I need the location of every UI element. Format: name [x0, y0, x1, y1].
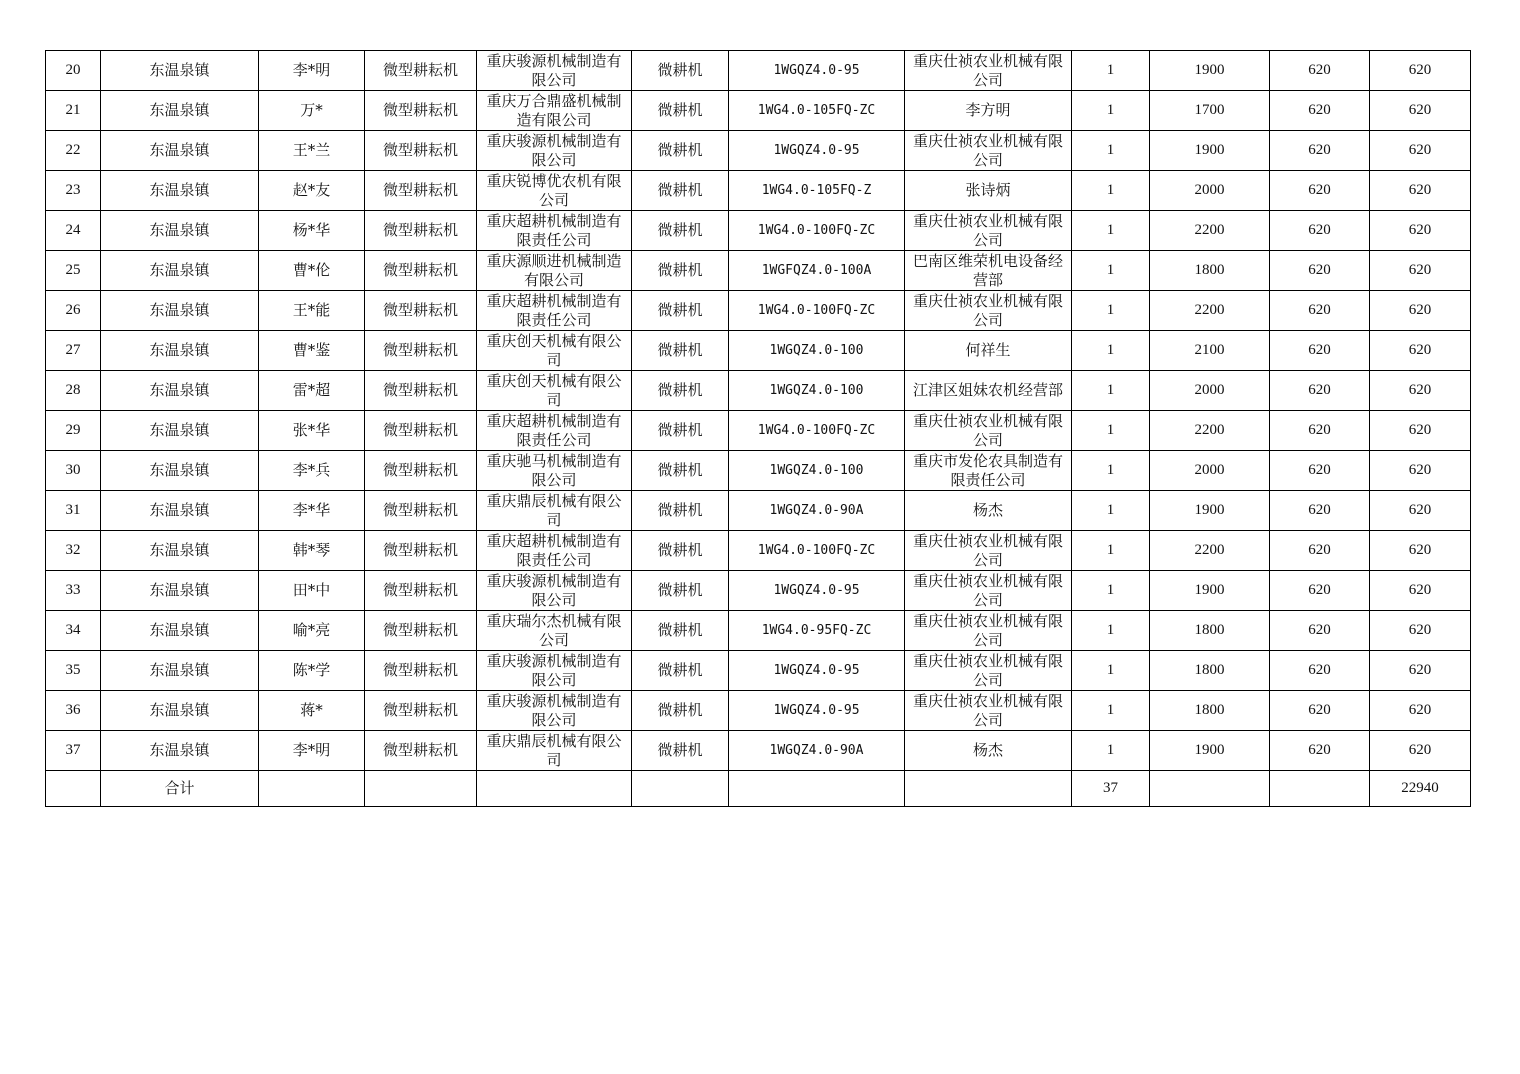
cell-model: 1WG4.0-100FQ-ZC	[729, 411, 905, 451]
cell-qty: 1	[1072, 611, 1150, 651]
cell-dealer: 巴南区维荣机电设备经营部	[905, 251, 1072, 291]
cell-seq: 35	[46, 651, 101, 691]
cell-model: 1WGQZ4.0-95	[729, 691, 905, 731]
cell-town: 东温泉镇	[101, 51, 259, 91]
cell-dealer: 重庆仕祯农业机械有限公司	[905, 531, 1072, 571]
cell-manufacturer: 重庆锐博优农机有限公司	[477, 171, 632, 211]
table-row	[46, 131, 1471, 171]
total-empty-cell	[1270, 771, 1370, 807]
table-row	[46, 331, 1471, 371]
cell-subsidy-unit: 620	[1270, 651, 1370, 691]
cell-price: 1900	[1150, 51, 1270, 91]
cell-dealer: 杨杰	[905, 731, 1072, 771]
cell-qty: 1	[1072, 211, 1150, 251]
cell-model: 1WGQZ4.0-95	[729, 51, 905, 91]
table-row	[46, 691, 1471, 731]
cell-buyer: 王*兰	[259, 131, 365, 171]
cell-subsidy-unit: 620	[1270, 731, 1370, 771]
cell-subsidy-total: 620	[1370, 131, 1471, 171]
cell-dealer: 重庆仕祯农业机械有限公司	[905, 211, 1072, 251]
cell-model: 1WGFQZ4.0-100A	[729, 251, 905, 291]
cell-dealer: 重庆仕祯农业机械有限公司	[905, 51, 1072, 91]
cell-buyer: 田*中	[259, 571, 365, 611]
cell-town: 东温泉镇	[101, 651, 259, 691]
cell-qty: 1	[1072, 251, 1150, 291]
cell-manufacturer: 重庆超耕机械制造有限责任公司	[477, 211, 632, 251]
cell-subsidy-unit: 620	[1270, 131, 1370, 171]
cell-dealer: 重庆仕祯农业机械有限公司	[905, 571, 1072, 611]
cell-item: 微型耕耘机	[365, 91, 477, 131]
cell-item: 微型耕耘机	[365, 291, 477, 331]
cell-model: 1WGQZ4.0-95	[729, 571, 905, 611]
table-row	[46, 571, 1471, 611]
cell-subsidy-unit: 620	[1270, 171, 1370, 211]
total-empty-cell	[905, 771, 1072, 807]
table-row	[46, 731, 1471, 771]
cell-price: 2000	[1150, 171, 1270, 211]
cell-subsidy-unit: 620	[1270, 411, 1370, 451]
cell-dealer: 重庆仕祯农业机械有限公司	[905, 411, 1072, 451]
cell-qty: 1	[1072, 331, 1150, 371]
cell-category: 微耕机	[632, 291, 729, 331]
cell-price: 1900	[1150, 731, 1270, 771]
cell-seq: 33	[46, 571, 101, 611]
cell-qty: 1	[1072, 651, 1150, 691]
cell-dealer: 何祥生	[905, 331, 1072, 371]
cell-qty: 1	[1072, 371, 1150, 411]
cell-price: 1800	[1150, 251, 1270, 291]
cell-buyer: 王*能	[259, 291, 365, 331]
cell-subsidy-total: 620	[1370, 491, 1471, 531]
cell-subsidy-unit: 620	[1270, 531, 1370, 571]
cell-town: 东温泉镇	[101, 371, 259, 411]
cell-town: 东温泉镇	[101, 91, 259, 131]
total-empty-cell	[477, 771, 632, 807]
cell-qty: 1	[1072, 171, 1150, 211]
table-row	[46, 171, 1471, 211]
cell-town: 东温泉镇	[101, 211, 259, 251]
cell-town: 东温泉镇	[101, 331, 259, 371]
cell-seq: 24	[46, 211, 101, 251]
subsidy-table-sheet	[45, 50, 1471, 807]
cell-category: 微耕机	[632, 51, 729, 91]
total-subsidy-cell: 22940	[1370, 771, 1471, 807]
cell-dealer: 李方明	[905, 91, 1072, 131]
cell-buyer: 韩*琴	[259, 531, 365, 571]
cell-model: 1WGQZ4.0-95	[729, 651, 905, 691]
cell-price: 1900	[1150, 131, 1270, 171]
cell-seq: 36	[46, 691, 101, 731]
cell-dealer: 重庆仕祯农业机械有限公司	[905, 691, 1072, 731]
cell-manufacturer: 重庆骏源机械制造有限公司	[477, 571, 632, 611]
cell-subsidy-unit: 620	[1270, 251, 1370, 291]
cell-seq: 37	[46, 731, 101, 771]
cell-dealer: 重庆仕祯农业机械有限公司	[905, 611, 1072, 651]
cell-category: 微耕机	[632, 251, 729, 291]
cell-item: 微型耕耘机	[365, 51, 477, 91]
cell-qty: 1	[1072, 691, 1150, 731]
cell-category: 微耕机	[632, 131, 729, 171]
cell-buyer: 曹*伦	[259, 251, 365, 291]
cell-price: 1900	[1150, 491, 1270, 531]
cell-qty: 1	[1072, 411, 1150, 451]
cell-seq: 34	[46, 611, 101, 651]
cell-price: 2100	[1150, 331, 1270, 371]
cell-subsidy-total: 620	[1370, 571, 1471, 611]
cell-manufacturer: 重庆骏源机械制造有限公司	[477, 51, 632, 91]
cell-model: 1WGQZ4.0-90A	[729, 491, 905, 531]
cell-town: 东温泉镇	[101, 291, 259, 331]
cell-town: 东温泉镇	[101, 131, 259, 171]
total-empty-cell	[1150, 771, 1270, 807]
cell-category: 微耕机	[632, 491, 729, 531]
cell-seq: 22	[46, 131, 101, 171]
cell-subsidy-total: 620	[1370, 411, 1471, 451]
cell-model: 1WG4.0-95FQ-ZC	[729, 611, 905, 651]
cell-price: 2200	[1150, 411, 1270, 451]
cell-model: 1WG4.0-100FQ-ZC	[729, 211, 905, 251]
total-empty-cell	[259, 771, 365, 807]
cell-seq: 25	[46, 251, 101, 291]
cell-dealer: 杨杰	[905, 491, 1072, 531]
table-row	[46, 411, 1471, 451]
table-row	[46, 451, 1471, 491]
cell-manufacturer: 重庆鼎辰机械有限公司	[477, 731, 632, 771]
cell-subsidy-unit: 620	[1270, 611, 1370, 651]
cell-dealer: 重庆仕祯农业机械有限公司	[905, 291, 1072, 331]
cell-subsidy-total: 620	[1370, 211, 1471, 251]
cell-seq: 30	[46, 451, 101, 491]
cell-subsidy-total: 620	[1370, 91, 1471, 131]
cell-category: 微耕机	[632, 691, 729, 731]
cell-subsidy-unit: 620	[1270, 331, 1370, 371]
cell-dealer: 张诗炳	[905, 171, 1072, 211]
table-row	[46, 531, 1471, 571]
cell-qty: 1	[1072, 91, 1150, 131]
cell-qty: 1	[1072, 291, 1150, 331]
cell-manufacturer: 重庆超耕机械制造有限责任公司	[477, 291, 632, 331]
cell-town: 东温泉镇	[101, 691, 259, 731]
cell-seq: 29	[46, 411, 101, 451]
cell-town: 东温泉镇	[101, 491, 259, 531]
cell-item: 微型耕耘机	[365, 491, 477, 531]
cell-buyer: 张*华	[259, 411, 365, 451]
cell-manufacturer: 重庆万合鼎盛机械制造有限公司	[477, 91, 632, 131]
total-empty-cell	[365, 771, 477, 807]
cell-item: 微型耕耘机	[365, 691, 477, 731]
cell-price: 2200	[1150, 291, 1270, 331]
cell-item: 微型耕耘机	[365, 531, 477, 571]
cell-dealer: 江津区姐妹农机经营部	[905, 371, 1072, 411]
cell-manufacturer: 重庆瑞尔杰机械有限公司	[477, 611, 632, 651]
table-row	[46, 611, 1471, 651]
cell-seq: 21	[46, 91, 101, 131]
cell-seq: 20	[46, 51, 101, 91]
cell-town: 东温泉镇	[101, 251, 259, 291]
cell-subsidy-unit: 620	[1270, 51, 1370, 91]
cell-buyer: 李*华	[259, 491, 365, 531]
cell-seq: 31	[46, 491, 101, 531]
cell-model: 1WG4.0-100FQ-ZC	[729, 291, 905, 331]
cell-buyer: 万*	[259, 91, 365, 131]
cell-price: 2000	[1150, 451, 1270, 491]
cell-buyer: 李*明	[259, 51, 365, 91]
cell-town: 东温泉镇	[101, 451, 259, 491]
cell-seq: 23	[46, 171, 101, 211]
cell-item: 微型耕耘机	[365, 731, 477, 771]
total-seq-cell	[46, 771, 101, 807]
cell-subsidy-total: 620	[1370, 731, 1471, 771]
cell-subsidy-unit: 620	[1270, 491, 1370, 531]
cell-manufacturer: 重庆鼎辰机械有限公司	[477, 491, 632, 531]
cell-seq: 27	[46, 331, 101, 371]
cell-buyer: 雷*超	[259, 371, 365, 411]
cell-subsidy-unit: 620	[1270, 211, 1370, 251]
cell-category: 微耕机	[632, 331, 729, 371]
total-row	[46, 771, 1471, 807]
cell-item: 微型耕耘机	[365, 411, 477, 451]
cell-qty: 1	[1072, 731, 1150, 771]
cell-manufacturer: 重庆骏源机械制造有限公司	[477, 651, 632, 691]
cell-price: 1800	[1150, 691, 1270, 731]
cell-category: 微耕机	[632, 651, 729, 691]
cell-buyer: 陈*学	[259, 651, 365, 691]
cell-price: 1800	[1150, 651, 1270, 691]
cell-manufacturer: 重庆超耕机械制造有限责任公司	[477, 531, 632, 571]
cell-dealer: 重庆市发伦农具制造有限责任公司	[905, 451, 1072, 491]
cell-item: 微型耕耘机	[365, 171, 477, 211]
cell-manufacturer: 重庆骏源机械制造有限公司	[477, 691, 632, 731]
cell-town: 东温泉镇	[101, 411, 259, 451]
cell-subsidy-total: 620	[1370, 531, 1471, 571]
cell-category: 微耕机	[632, 451, 729, 491]
cell-model: 1WGQZ4.0-100	[729, 331, 905, 371]
cell-subsidy-total: 620	[1370, 171, 1471, 211]
cell-subsidy-total: 620	[1370, 291, 1471, 331]
cell-category: 微耕机	[632, 371, 729, 411]
cell-category: 微耕机	[632, 171, 729, 211]
cell-item: 微型耕耘机	[365, 331, 477, 371]
cell-subsidy-total: 620	[1370, 371, 1471, 411]
cell-price: 2200	[1150, 531, 1270, 571]
cell-buyer: 蒋*	[259, 691, 365, 731]
cell-item: 微型耕耘机	[365, 371, 477, 411]
cell-town: 东温泉镇	[101, 531, 259, 571]
table-row	[46, 91, 1471, 131]
cell-category: 微耕机	[632, 411, 729, 451]
cell-subsidy-total: 620	[1370, 451, 1471, 491]
cell-item: 微型耕耘机	[365, 651, 477, 691]
cell-dealer: 重庆仕祯农业机械有限公司	[905, 131, 1072, 171]
table-row	[46, 211, 1471, 251]
cell-buyer: 赵*友	[259, 171, 365, 211]
cell-town: 东温泉镇	[101, 611, 259, 651]
cell-buyer: 李*兵	[259, 451, 365, 491]
cell-manufacturer: 重庆超耕机械制造有限责任公司	[477, 411, 632, 451]
cell-price: 2200	[1150, 211, 1270, 251]
cell-price: 1900	[1150, 571, 1270, 611]
cell-buyer: 喻*亮	[259, 611, 365, 651]
cell-model: 1WGQZ4.0-100	[729, 371, 905, 411]
cell-category: 微耕机	[632, 611, 729, 651]
cell-manufacturer: 重庆创天机械有限公司	[477, 331, 632, 371]
cell-subsidy-total: 620	[1370, 651, 1471, 691]
cell-price: 1700	[1150, 91, 1270, 131]
cell-subsidy-unit: 620	[1270, 291, 1370, 331]
cell-category: 微耕机	[632, 571, 729, 611]
cell-item: 微型耕耘机	[365, 571, 477, 611]
total-empty-cell	[729, 771, 905, 807]
cell-item: 微型耕耘机	[365, 451, 477, 491]
cell-category: 微耕机	[632, 91, 729, 131]
cell-qty: 1	[1072, 451, 1150, 491]
cell-buyer: 杨*华	[259, 211, 365, 251]
total-empty-cell	[632, 771, 729, 807]
cell-category: 微耕机	[632, 731, 729, 771]
cell-category: 微耕机	[632, 211, 729, 251]
cell-subsidy-unit: 620	[1270, 571, 1370, 611]
cell-subsidy-total: 620	[1370, 691, 1471, 731]
cell-town: 东温泉镇	[101, 171, 259, 211]
cell-qty: 1	[1072, 131, 1150, 171]
total-qty-cell: 37	[1072, 771, 1150, 807]
cell-subsidy-total: 620	[1370, 611, 1471, 651]
table-row	[46, 251, 1471, 291]
cell-subsidy-total: 620	[1370, 51, 1471, 91]
cell-subsidy-unit: 620	[1270, 91, 1370, 131]
cell-model: 1WG4.0-105FQ-Z	[729, 171, 905, 211]
cell-item: 微型耕耘机	[365, 611, 477, 651]
table-row	[46, 491, 1471, 531]
cell-model: 1WGQZ4.0-100	[729, 451, 905, 491]
cell-seq: 32	[46, 531, 101, 571]
cell-price: 1800	[1150, 611, 1270, 651]
cell-category: 微耕机	[632, 531, 729, 571]
cell-model: 1WG4.0-100FQ-ZC	[729, 531, 905, 571]
cell-dealer: 重庆仕祯农业机械有限公司	[905, 651, 1072, 691]
cell-item: 微型耕耘机	[365, 131, 477, 171]
cell-subsidy-unit: 620	[1270, 371, 1370, 411]
cell-manufacturer: 重庆驰马机械制造有限公司	[477, 451, 632, 491]
cell-subsidy-total: 620	[1370, 331, 1471, 371]
table-row	[46, 291, 1471, 331]
cell-price: 2000	[1150, 371, 1270, 411]
table-body	[46, 51, 1471, 771]
cell-buyer: 曹*鉴	[259, 331, 365, 371]
table-row	[46, 51, 1471, 91]
table-row	[46, 371, 1471, 411]
cell-qty: 1	[1072, 571, 1150, 611]
cell-qty: 1	[1072, 51, 1150, 91]
cell-model: 1WG4.0-105FQ-ZC	[729, 91, 905, 131]
cell-seq: 26	[46, 291, 101, 331]
cell-model: 1WGQZ4.0-95	[729, 131, 905, 171]
cell-item: 微型耕耘机	[365, 211, 477, 251]
cell-qty: 1	[1072, 531, 1150, 571]
cell-subsidy-total: 620	[1370, 251, 1471, 291]
cell-manufacturer: 重庆骏源机械制造有限公司	[477, 131, 632, 171]
subsidy-table	[45, 50, 1471, 807]
table-row	[46, 651, 1471, 691]
cell-model: 1WGQZ4.0-90A	[729, 731, 905, 771]
cell-town: 东温泉镇	[101, 731, 259, 771]
cell-manufacturer: 重庆源顺进机械制造有限公司	[477, 251, 632, 291]
cell-qty: 1	[1072, 491, 1150, 531]
cell-subsidy-unit: 620	[1270, 451, 1370, 491]
cell-subsidy-unit: 620	[1270, 691, 1370, 731]
cell-item: 微型耕耘机	[365, 251, 477, 291]
cell-seq: 28	[46, 371, 101, 411]
total-label-cell: 合计	[101, 771, 259, 807]
cell-town: 东温泉镇	[101, 571, 259, 611]
cell-buyer: 李*明	[259, 731, 365, 771]
cell-manufacturer: 重庆创天机械有限公司	[477, 371, 632, 411]
